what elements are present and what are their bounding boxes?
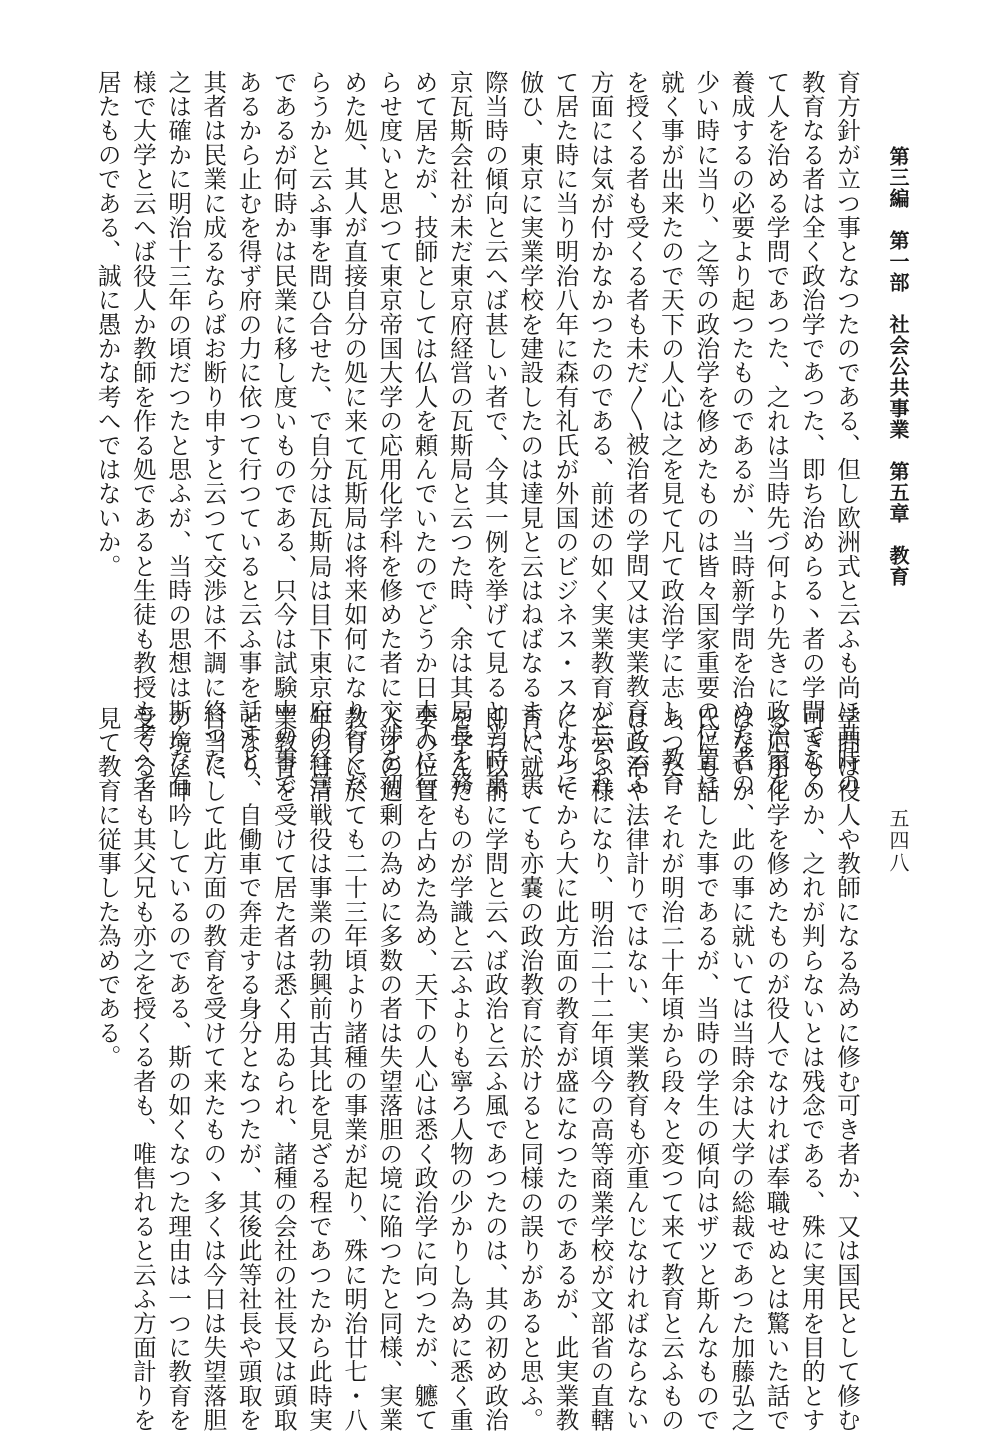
text-column: を授くる者も受くる者も未だ〳〵被治者の学問又は実業教育と云ふ <box>621 70 650 796</box>
text-column: 際当時の傾向と云へば甚しい者で、今其一例を挙げて見ると当時東 <box>480 70 509 796</box>
text-column: 年の日清戦役は事業の勃興前古其比を見ざる程であつたから此時実 <box>304 706 333 1432</box>
page-number: 五四八 <box>886 808 910 874</box>
text-column: 養成するの必要より起つたものであるが、当時新学問を治めた者の <box>727 70 756 796</box>
upper-text-block <box>58 70 864 796</box>
text-column: の境に呻吟しているのである、斯の如くなつた理由は一つに教育を <box>164 706 193 1432</box>
text-column: 方面には気が付かなかつたのである、前述の如く実業教育が忘られ <box>586 70 615 796</box>
text-column: 即ち以前に学問と云へば政治と云ふ風であつたのは、其の初め政治 <box>480 706 509 1432</box>
text-column: て人を治める学問であつた、之れは当時先づ何より先きに政治家を <box>762 70 791 796</box>
text-column: 目当にして此方面の教育を受けて来たもの丶多くは今日は失望落胆 <box>199 706 228 1432</box>
text-column: 之は確かに明治十三年の頃だつたと思ふが、当時の思想は斯んな有 <box>164 70 193 796</box>
running-head: 第三編 第一部 社会公共事業 第五章 教育 <box>886 146 910 587</box>
text-column: 要の位置を占めた為め、天下の人心は悉く政治学に向つたが、軈て <box>410 706 439 1432</box>
text-column: めた処、其人が直接自分の処に来て瓦斯局は将来如何になり行くだ <box>340 70 369 796</box>
text-column: て居た時に当り明治八年に森有礼氏が外国のビジネス・スクールに <box>551 70 580 796</box>
text-column: 其者は民業に成るならばお断り申すと云つて交渉は不調に終つた、 <box>199 70 228 796</box>
text-column: となり、自働車で奔走する身分となつたが、其後此等社長や頭取を <box>234 706 263 1432</box>
text-column: 育に就いても亦嚢の政治教育に於けると同様の誤りがあると思ふ。 <box>516 706 545 1432</box>
text-column: 就く事が出来たので天下の人心は之を見て凡て政治学に志し、教育 <box>656 70 685 796</box>
text-column: は政治や法律計りではない、実業教育も亦重んじなければならない <box>621 706 650 1432</box>
text-column: であるが何時かは民業に移し度いものである、只今は試験中の事で <box>269 70 298 796</box>
text-column: と云ふ様になり、明治二十二年頃今の高等商業学校が文部省の直轄 <box>586 706 615 1432</box>
text-column: 受くる者も其父兄も亦之を授くる者も、唯售れると云ふ方面計りを <box>128 706 157 1432</box>
text-column: らうかと云ふ事を問ひ合せた、で自分は瓦斯局は目下東京府の経営 <box>304 70 333 796</box>
text-column: 業教育を受けて居た者は悉く用ゐられ、諸種の会社の社長又は頭取 <box>269 706 298 1432</box>
text-column: 京瓦斯会社が未だ東京府経営の瓦斯局と云つた時、余は其局長を務 <box>445 70 474 796</box>
text-column: 教育に於ても二十三年頃より諸種の事業が起り、殊に明治廿七・八 <box>340 706 369 1432</box>
text-column: めて居たが、技師としては仏人を頼んでいたのでどうか日本人に行 <box>410 70 439 796</box>
text-column: る応用化学を修めたものが役人でなければ奉職せぬとは驚いた話で <box>762 706 791 1432</box>
text-column: あつた、それが明治二十年頃から段々と変つて来て教育と云ふもの <box>656 706 685 1432</box>
text-column: を学んだものが学識と云ふよりも寧ろ人物の少かりし為めに悉く重 <box>445 706 474 1432</box>
text-column: 人才の過剰の為めに多数の者は失望落胆の境に陥つたと同様、実業 <box>375 706 404 1432</box>
lower-text-block <box>58 706 864 1432</box>
text-column: 居たものである、誠に愚かな考へではないか。 <box>93 70 122 579</box>
text-column: 可きものか、之れが判らないとは残念である、殊に実用を目的とす <box>797 706 826 1432</box>
text-column: 育方針が立つ事となつたのである、但し欧洲式と云ふも尚ほ其時の <box>833 70 861 796</box>
text-column: 教育なる者は全く政治学であつた、即ち治めらる丶者の学問でなく <box>797 70 826 796</box>
text-column: 様で大学と云へば役人か教師を作る処であると生徒も教授も考へて <box>128 70 157 796</box>
text-column: 倣ひ、東京に実業学校を建設したのは達見と云はねばなるまい、実 <box>516 70 545 796</box>
text-column: 学問は役人や教師になる為めに修む可き者か、又は国民として修む <box>833 706 861 1432</box>
text-column: 見て教育に従事した為めである。 <box>93 706 122 1069</box>
text-column: はないか、此の事に就いては当時余は大学の総裁であつた加藤弘之 <box>727 706 756 1432</box>
text-column: あるから止むを得ず府の力に依つて行つていると云ふ事を話すと、 <box>234 70 263 796</box>
text-column: になつてから大に此方面の教育が盛になつたのであるが、此実業教 <box>551 706 580 1432</box>
text-column: らせ度いと思つて東京帝国大学の応用化学科を修めた者に交渉を初 <box>375 70 404 796</box>
text-column: 氏にも話した事であるが、当時の学生の傾向はザツと斯んなもので <box>692 706 721 1432</box>
text-column: 少い時に当り、之等の政治学を修めたものは皆々国家重要の位置に <box>692 70 721 796</box>
